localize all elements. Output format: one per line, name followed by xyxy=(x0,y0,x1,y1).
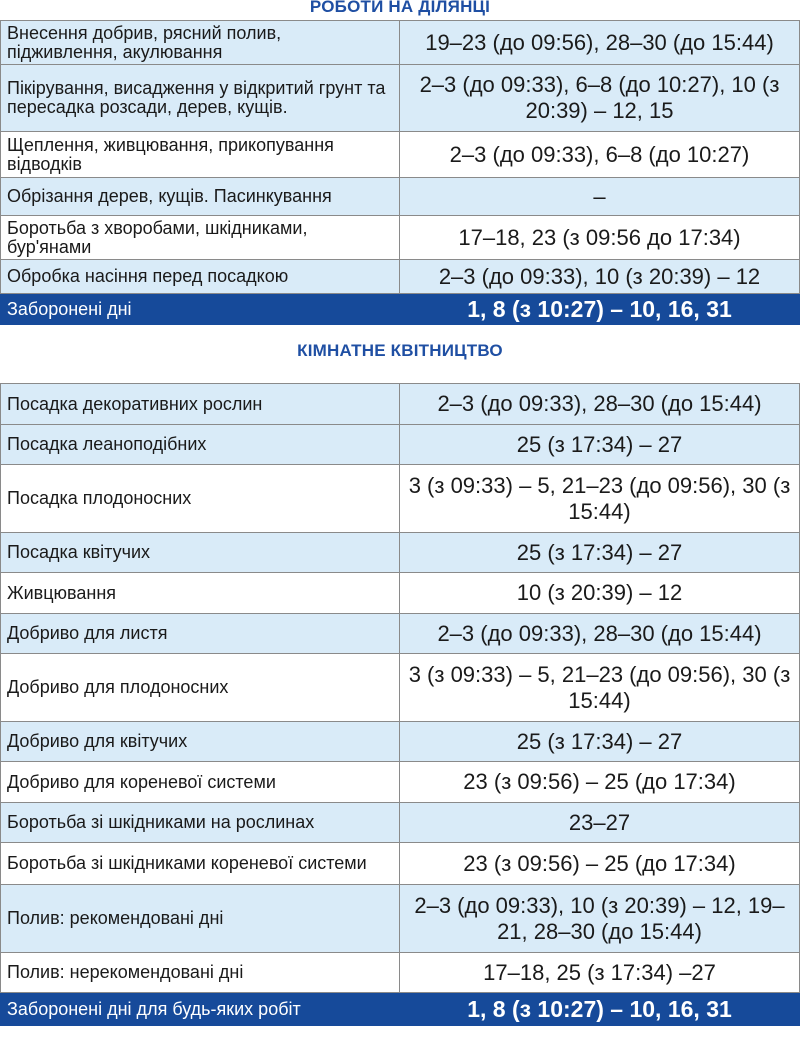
row-label: Посадка плодоносних xyxy=(1,465,400,533)
section-title-indoor-flowers: КІМНАТНЕ КВІТНИЦТВО xyxy=(297,341,503,360)
indoor-flowers-table xyxy=(0,383,800,1026)
row-label: Обрізання дерев, кущів. Пасинкування xyxy=(1,178,400,216)
row-value: 25 (з 17:34) – 27 xyxy=(400,425,800,465)
row-value: 25 (з 17:34) – 27 xyxy=(400,722,800,762)
row-value: 3 (з 09:33) – 5, 21–23 (до 09:56), 30 (з 15:44) xyxy=(400,465,800,533)
row-value: 23 (з 09:56) – 25 (до 17:34) xyxy=(400,762,800,803)
row-label: Пікірування, висадження у відкритий грунт та пересадка розсади, дерев, кущів. xyxy=(1,65,400,132)
table-row xyxy=(1,762,800,803)
table-row xyxy=(1,953,800,993)
table-row xyxy=(1,65,800,132)
row-value: 2–3 (до 09:33), 10 (з 20:39) – 12 xyxy=(400,260,800,294)
table-row xyxy=(1,722,800,762)
forbidden-days-row xyxy=(1,993,800,1026)
row-value: 17–18, 23 (з 09:56 до 17:34) xyxy=(400,216,800,260)
row-value: 2–3 (до 09:33), 6–8 (до 10:27), 10 (з 20:39) – 12, 15 xyxy=(400,65,800,132)
row-label: Живцювання xyxy=(1,573,400,614)
row-label: Щеплення, живцювання, прикопування відводків xyxy=(1,132,400,178)
table-row xyxy=(1,614,800,654)
table-row xyxy=(1,260,800,294)
table-row xyxy=(1,573,800,614)
row-label: Добриво для плодоносних xyxy=(1,654,400,722)
row-label: Полив: рекомендовані дні xyxy=(1,885,400,953)
table-row xyxy=(1,803,800,843)
row-value: – xyxy=(400,178,800,216)
row-value: 23 (з 09:56) – 25 (до 17:34) xyxy=(400,843,800,885)
row-label: Посадка декоративних рослин xyxy=(1,384,400,425)
row-value: 2–3 (до 09:33), 6–8 (до 10:27) xyxy=(400,132,800,178)
row-value: 2–3 (до 09:33), 28–30 (до 15:44) xyxy=(400,384,800,425)
row-label: Посадка леаноподібних xyxy=(1,425,400,465)
row-label: Добриво для кореневої системи xyxy=(1,762,400,803)
plot-work-table xyxy=(0,20,800,325)
row-label: Внесення добрив, рясний полив, підживлення, акулювання xyxy=(1,21,400,65)
row-label: Посадка квітучих xyxy=(1,533,400,573)
row-label: Обробка насіння перед посадкою xyxy=(1,260,400,294)
row-label: Полив: нерекомендовані дні xyxy=(1,953,400,993)
section-title-plot-work: РОБОТИ НА ДІЛЯНЦІ xyxy=(309,0,491,16)
row-value: 2–3 (до 09:33), 28–30 (до 15:44) xyxy=(400,614,800,654)
table-row xyxy=(1,885,800,953)
row-label: Заборонені дні для будь-яких робіт xyxy=(1,993,400,1026)
table-row xyxy=(1,384,800,425)
table-row xyxy=(1,21,800,65)
row-value: 10 (з 20:39) – 12 xyxy=(400,573,800,614)
row-value: 1, 8 (з 10:27) – 10, 16, 31 xyxy=(400,294,800,325)
table-row xyxy=(1,178,800,216)
row-label: Боротьба зі шкідниками кореневої системи xyxy=(1,843,400,885)
row-label: Добриво для квітучих xyxy=(1,722,400,762)
row-value: 19–23 (до 09:56), 28–30 (до 15:44) xyxy=(400,21,800,65)
table-row xyxy=(1,533,800,573)
table-row xyxy=(1,216,800,260)
row-value: 23–27 xyxy=(400,803,800,843)
table-row xyxy=(1,425,800,465)
row-label: Боротьба зі шкідниками на рослинах xyxy=(1,803,400,843)
table-row xyxy=(1,465,800,533)
row-label: Добриво для листя xyxy=(1,614,400,654)
forbidden-days-row xyxy=(1,294,800,325)
row-value: 3 (з 09:33) – 5, 21–23 (до 09:56), 30 (з 15:44) xyxy=(400,654,800,722)
row-value: 2–3 (до 09:33), 10 (з 20:39) – 12, 19–21, 28–30 (до 15:44) xyxy=(400,885,800,953)
row-value: 17–18, 25 (з 17:34) –27 xyxy=(400,953,800,993)
row-label: Боротьба з хворобами, шкідниками, бур'янами xyxy=(1,216,400,260)
table-row xyxy=(1,654,800,722)
row-label: Заборонені дні xyxy=(1,294,400,325)
row-value: 25 (з 17:34) – 27 xyxy=(400,533,800,573)
table-row xyxy=(1,132,800,178)
table-row xyxy=(1,843,800,885)
row-value: 1, 8 (з 10:27) – 10, 16, 31 xyxy=(400,993,800,1026)
